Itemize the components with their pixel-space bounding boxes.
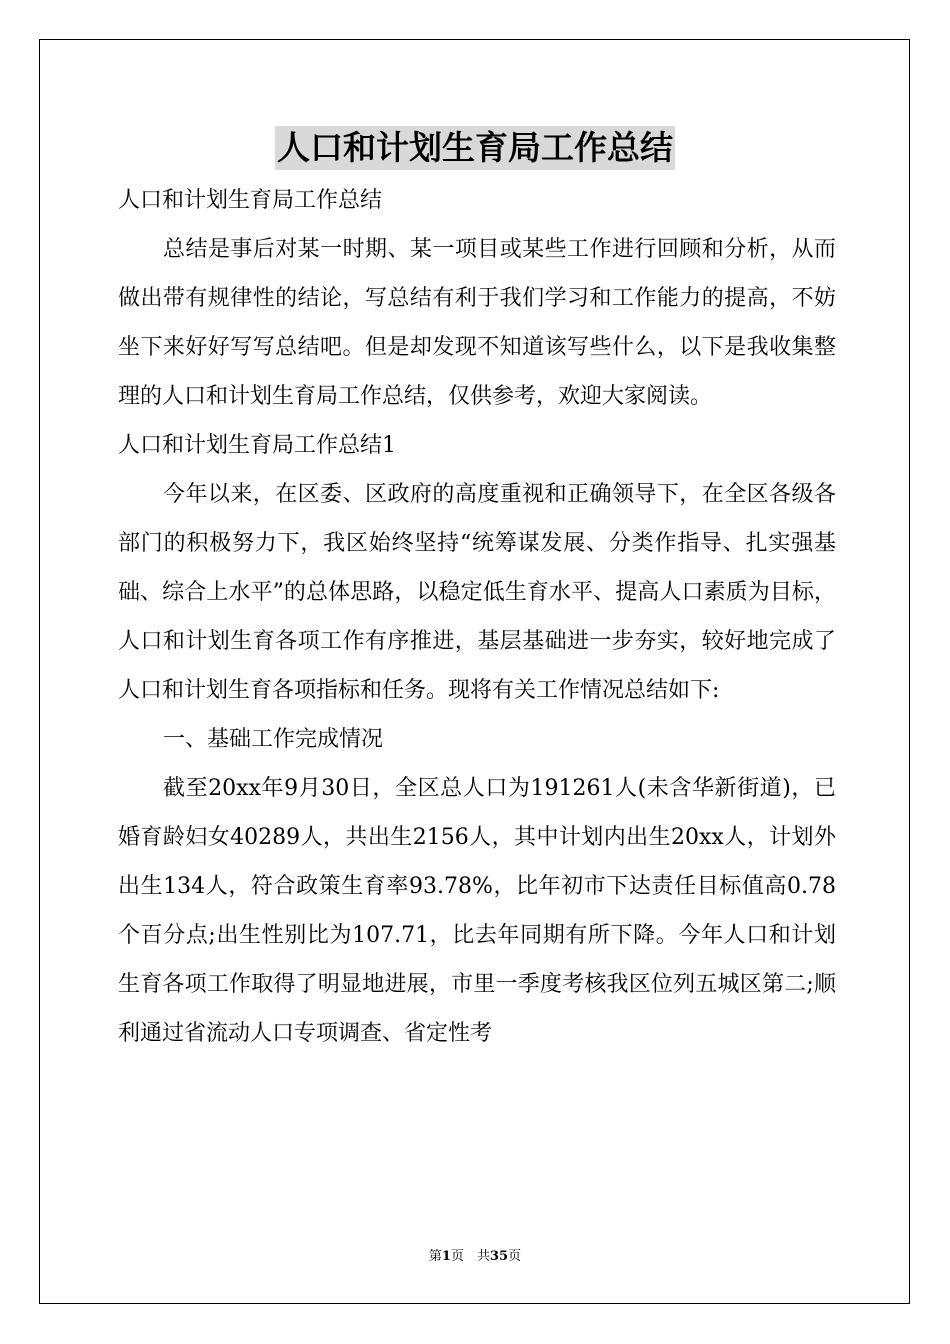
page-mid: 页 共 <box>450 1249 490 1264</box>
page-suffix: 页 <box>508 1249 522 1264</box>
document-body <box>118 176 836 1058</box>
paragraph: 人口和计划生育局工作总结1 <box>118 433 396 458</box>
paragraph: 总结是事后对某一时期、某一项目或某些工作进行回顾和分析，从而做出带有规律性的结论，写总结有利于我们学习和工作能力的提高，不妨坐下来好好写写总结吧。但是却发现不知道该写些什么，以下是我收集整理的人口和计划生育局工作总结，仅供参考，欢迎大家阅读。 <box>118 237 836 409</box>
document-title: 人口和计划生育局工作总结 <box>275 126 675 170</box>
page-current: 1 <box>441 1249 451 1264</box>
paragraph: 今年以来，在区委、区政府的高度重视和正确领导下，在全区各级各部门的积极努力下，我区始终坚持“统筹谋发展、分类作指导、扎实强基础、综合上水平”的总体思路，以稳定低生育水平、提高人口素质为目标，人口和计划生育各项工作有序推进，基层基础进一步夯实，较好地完成了人口和计划生育各项指标和任务。现将有关工作情况总结如下: <box>118 482 836 703</box>
title-container <box>0 126 950 170</box>
paragraph: 截至20xx年9月30日，全区总人口为191261人(未含华新街道)，已婚育龄妇女40289人，共出生2156人，其中计划内出生20xx人，计划外出生134人，符合政策生育率93.78%，比年初市下达责任目标值高0.78个百分点;出生性别比为107.71，比去年同期有所下降。今年人口和计划生育各项工作取得了明显地进展，市里一季度考核我区位列五城区第二;顺利通过省流动人口专项调查、省定性考 <box>118 776 836 1046</box>
paragraph: 人口和计划生育局工作总结 <box>118 188 383 213</box>
paragraph: 一、基础工作完成情况 <box>163 727 384 752</box>
page-prefix: 第 <box>428 1249 442 1264</box>
page-footer <box>0 1248 950 1266</box>
page-total: 35 <box>489 1249 509 1264</box>
